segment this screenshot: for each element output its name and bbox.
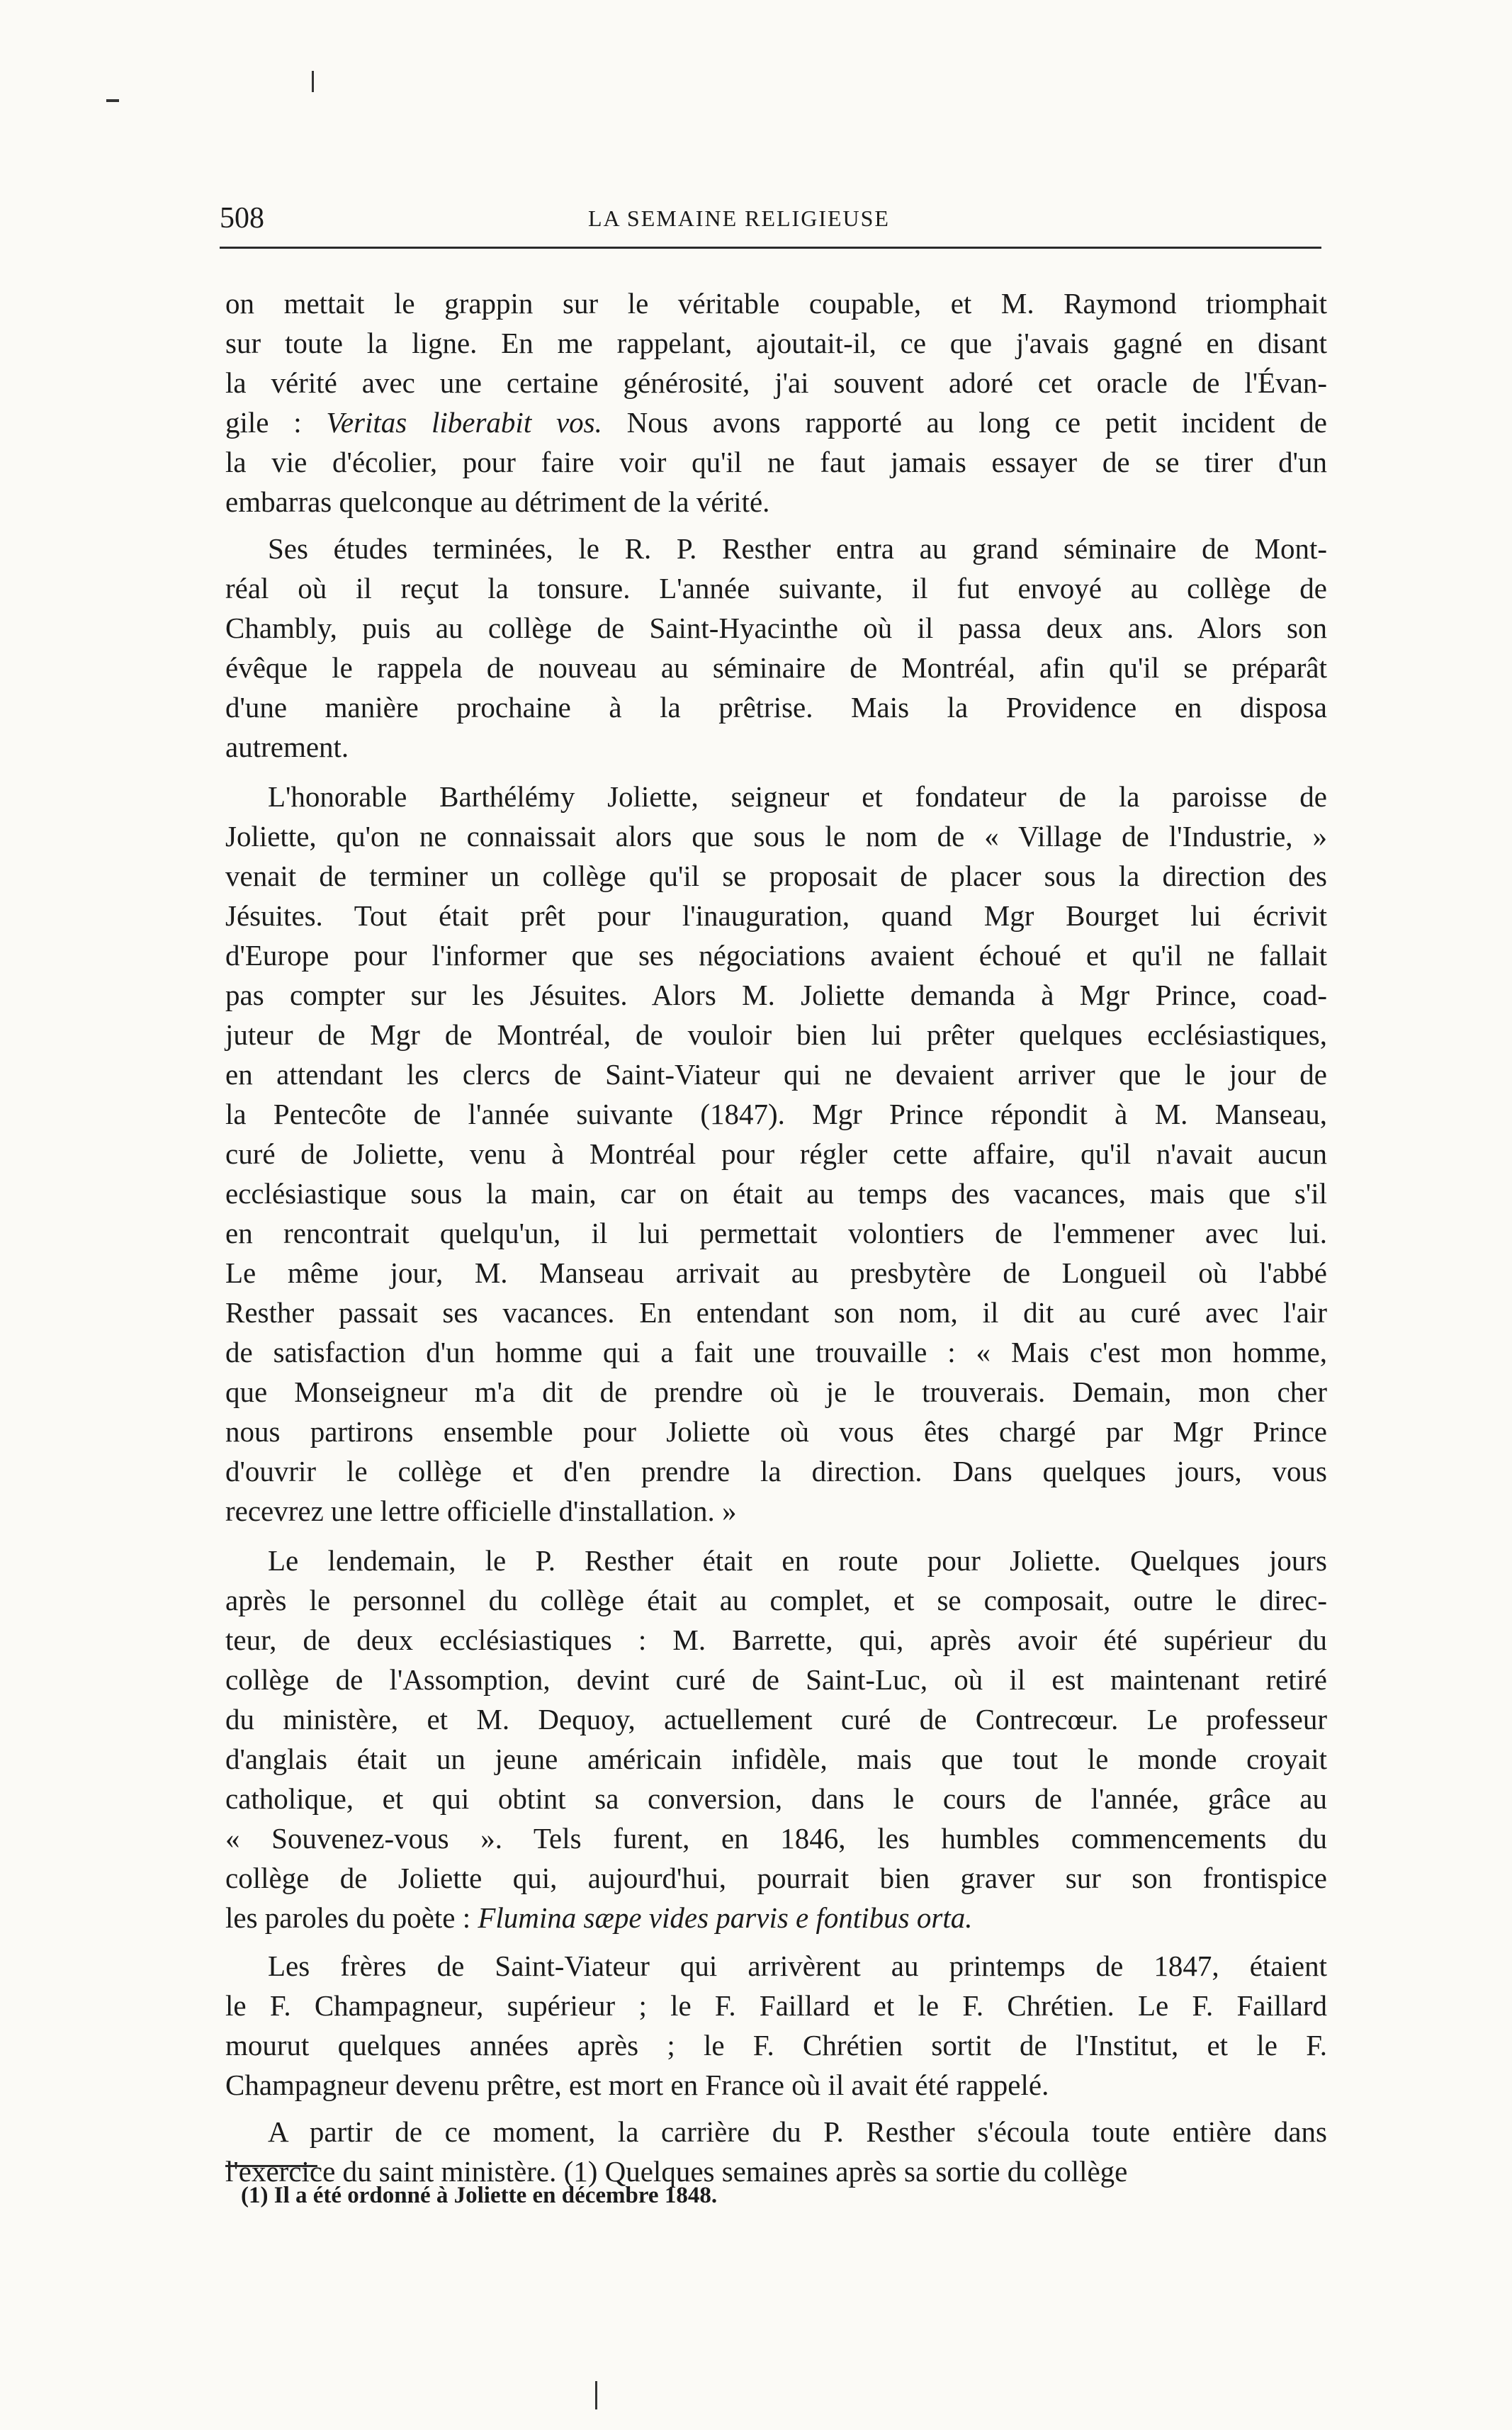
text-line: d'Europe pour l'informer que ses négociations avaient échoué et qu'il ne fallait xyxy=(225,939,1327,972)
text-line: pas compter sur les Jésuites. Alors M. Joliette demanda à Mgr Prince, coad- xyxy=(225,979,1327,1011)
italic-phrase: Flumina sæpe vides parvis e fontibus orta. xyxy=(478,1901,973,1934)
running-title: LA SEMAINE RELIGIEUSE xyxy=(588,206,890,231)
text-line: du ministère, et M. Dequoy, actuellement curé de Contrecœur. Le professeur xyxy=(225,1703,1327,1736)
text-line: recevrez une lettre officielle d'installation. » xyxy=(225,1495,737,1527)
footnote-rule xyxy=(225,2165,317,2167)
text-line: réal où il reçut la tonsure. L'année suivante, il fut envoyé au collège de xyxy=(225,572,1327,604)
page-number: 508 xyxy=(220,202,264,235)
text-line: les paroles du poète : Flumina sæpe vides parvis e fontibus orta. xyxy=(225,1901,973,1934)
text-line: Joliette, qu'on ne connaissait alors que sous le nom de « Village de l'Industrie, » xyxy=(225,820,1327,853)
text-line: Le même jour, M. Manseau arrivait au presbytère de Longueil où l'abbé xyxy=(225,1256,1327,1289)
italic-phrase: Veritas liberabit vos. xyxy=(326,406,602,439)
text-line: la vérité avec une certaine générosité, j'ai souvent adoré cet oracle de l'Évan- xyxy=(225,366,1327,399)
text-line: A partir de ce moment, la carrière du P. Resther s'écoula toute entière dans xyxy=(268,2115,1327,2148)
text-line: d'ouvrir le collège et d'en prendre la direction. Dans quelques jours, vous xyxy=(225,1455,1327,1487)
text-line: embarras quelconque au détriment de la vérité. xyxy=(225,485,770,518)
text-line: juteur de Mgr de Montréal, de vouloir bien lui prêter quelques ecclésiastiques, xyxy=(225,1018,1327,1051)
scan-speck xyxy=(595,2381,597,2409)
text-line: Resther passait ses vacances. En entendant son nom, il dit au curé avec l'air xyxy=(225,1296,1327,1329)
text-line: on mettait le grappin sur le véritable coupable, et M. Raymond triomphait xyxy=(225,287,1327,320)
text-line: Chambly, puis au collège de Saint-Hyacinthe où il passa deux ans. Alors son xyxy=(225,612,1327,644)
text-line: Le lendemain, le P. Resther était en route pour Joliette. Quelques jours xyxy=(268,1544,1327,1577)
text-line: autrement. xyxy=(225,731,349,763)
text-line: la Pentecôte de l'année suivante (1847). Mgr Prince répondit à M. Manseau, xyxy=(225,1098,1327,1130)
text-line: ecclésiastique sous la main, car on était au temps des vacances, mais que s'il xyxy=(225,1177,1327,1210)
text-line: collège de l'Assomption, devint curé de Saint-Luc, où il est maintenant retiré xyxy=(225,1663,1327,1696)
text-line: collège de Joliette qui, aujourd'hui, pourrait bien graver sur son frontispice xyxy=(225,1862,1327,1894)
text-line: le F. Champagneur, supérieur ; le F. Faillard et le F. Chrétien. Le F. Faillard xyxy=(225,1989,1327,2022)
text-line: en rencontrait quelqu'un, il lui permettait volontiers de l'emmener avec lui. xyxy=(225,1217,1327,1249)
text-line: mourut quelques années après ; le F. Chrétien sortit de l'Institut, et le F. xyxy=(225,2029,1327,2061)
text-line: en attendant les clercs de Saint-Viateur qui ne devaient arriver que le jour de xyxy=(225,1058,1327,1091)
text-line: gile : Veritas liberabit vos. Nous avons rapporté au long ce petit incident de xyxy=(225,406,1328,439)
text-line: évêque le rappela de nouveau au séminaire de Montréal, afin qu'il se préparât xyxy=(225,651,1327,684)
text-line: « Souvenez-vous ». Tels furent, en 1846, les humbles commencements du xyxy=(225,1822,1327,1855)
text-line: Jésuites. Tout était prêt pour l'inauguration, quand Mgr Bourget lui écrivit xyxy=(225,899,1327,932)
text-line: L'honorable Barthélémy Joliette, seigneur et fondateur de la paroisse de xyxy=(268,780,1327,813)
text-line: catholique, et qui obtint sa conversion, dans le cours de l'année, grâce au xyxy=(225,1782,1327,1815)
text-line: Les frères de Saint-Viateur qui arrivèrent au printemps de 1847, étaient xyxy=(268,1950,1327,1982)
text-line: l'exercice du saint ministère. (1) Quelques semaines après sa sortie du collège xyxy=(225,2155,1128,2188)
text-line: après le personnel du collège était au complet, et se composait, outre le direc- xyxy=(225,1584,1327,1616)
page-header xyxy=(220,201,1325,240)
text-line: teur, de deux ecclésiastiques : M. Barrette, qui, après avoir été supérieur du xyxy=(225,1624,1327,1656)
text-line: que Monseigneur m'a dit de prendre où je le trouverais. Demain, mon cher xyxy=(225,1376,1327,1408)
text-line: Champagneur devenu prêtre, est mort en France où il avait été rappelé. xyxy=(225,2069,1049,2101)
text-line: la vie d'écolier, pour faire voir qu'il ne faut jamais essayer de se tirer d'un xyxy=(225,446,1327,478)
text-line: Ses études terminées, le R. P. Resther entra au grand séminaire de Mont- xyxy=(268,532,1327,565)
text-line: d'une manière prochaine à la prêtrise. Mais la Providence en disposa xyxy=(225,691,1327,724)
scan-speck xyxy=(312,71,314,92)
text-line: venait de terminer un collège qu'il se proposait de placer sous la direction des xyxy=(225,860,1327,892)
text-line: curé de Joliette, venu à Montréal pour régler cette affaire, qu'il n'avait aucun xyxy=(225,1137,1327,1170)
text-line: d'anglais était un jeune américain infidèle, mais que tout le monde croyait xyxy=(225,1743,1327,1775)
text-line: nous partirons ensemble pour Joliette où vous êtes chargé par Mgr Prince xyxy=(225,1415,1327,1448)
text-line: sur toute la ligne. En me rappelant, ajoutait-il, ce que j'avais gagné en disant xyxy=(225,327,1327,359)
text-line: de satisfaction d'un homme qui a fait une trouvaille : « Mais c'est mon homme, xyxy=(225,1336,1327,1368)
header-rule xyxy=(220,247,1321,249)
scan-speck xyxy=(106,99,119,102)
footnote: (1) Il a été ordonné à Joliette en décembre 1848. xyxy=(241,2183,718,2208)
